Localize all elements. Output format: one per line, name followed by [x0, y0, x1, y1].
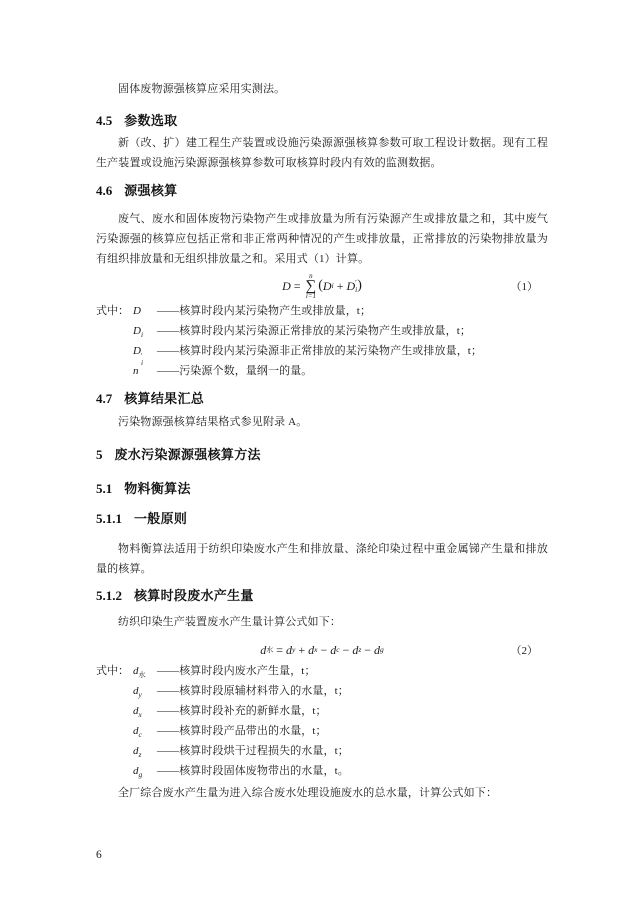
heading-number: 5.1.1	[96, 511, 122, 526]
variable-description: ——核算时段烘干过程损失的水量，t；	[157, 745, 349, 757]
variable	[129, 701, 157, 721]
term-5: d	[374, 642, 381, 657]
plus-sign: +	[336, 278, 344, 293]
heading-number: 4.7	[96, 391, 113, 406]
heading-title: 一般原则	[134, 511, 188, 526]
variable-subscript: g	[138, 770, 143, 779]
variable	[129, 741, 157, 761]
variable-base: d	[133, 745, 139, 757]
lhs-subscript: 水	[266, 645, 274, 654]
paragraph-solid-waste: 固体废物源强核算应采用实测法。	[118, 83, 286, 95]
term-1: D	[322, 278, 332, 293]
heading-5	[96, 444, 548, 466]
variable-subscript: 水	[138, 671, 146, 679]
heading-title: 核算时段废水产生量	[134, 588, 254, 603]
close-paren: )	[357, 278, 362, 293]
equation-number-2: （2）	[510, 645, 538, 657]
page-number: 6	[96, 849, 102, 861]
heading-5-1	[96, 479, 548, 499]
variable-description: ——核算时段内某污染源正常排放的某污染物产生或排放量，t；	[157, 325, 471, 337]
variable-subscript: x	[138, 710, 142, 719]
variable-subscript: i	[140, 358, 144, 367]
where-list-2	[96, 661, 548, 781]
variable-subscript: c	[138, 730, 142, 739]
variable-subscript: z	[138, 750, 142, 759]
variable-base: d	[133, 765, 139, 777]
where-label: 式中：	[96, 305, 129, 317]
definition-row	[96, 741, 548, 761]
where-label: 式中：	[96, 665, 129, 677]
content-area	[96, 0, 548, 803]
definition-row	[96, 701, 548, 721]
term-1: d	[285, 642, 292, 657]
heading-title: 物料衡算法	[124, 481, 191, 496]
minus-sign: −	[364, 642, 372, 657]
heading-4-7	[96, 389, 548, 409]
sum-upper-limit: n	[309, 271, 313, 280]
variable	[129, 661, 157, 681]
term-3: d	[330, 642, 337, 657]
definition-row	[96, 681, 548, 701]
heading-title: 废水污染源源强核算方法	[114, 447, 261, 462]
paragraph-appendix-ref: 污染物源强核算结果格式参见附录 A。	[118, 416, 308, 428]
paragraph-material-balance: 物料衡算法适用于纺织印染废水产生和排放量、涤纶印染过程中重金属锑产生量和排放量的核算。	[96, 543, 548, 575]
sigma-icon: ∑	[305, 277, 317, 294]
formula-2-body	[260, 643, 384, 658]
variable-description: ——核算时段固体废物带出的水量，t。	[157, 765, 349, 777]
variable-base: d	[133, 685, 139, 697]
variable-base: D	[133, 325, 141, 337]
equals-sign: =	[293, 278, 301, 293]
heading-number: 5.1	[96, 481, 113, 496]
variable-subscript: y	[138, 690, 142, 699]
variable: D	[133, 305, 141, 317]
variable-description: ——核算时段内某污染源非正常排放的某污染物产生或排放量，t；	[157, 345, 483, 357]
definition-row	[96, 661, 548, 681]
equation-number-1: （1）	[510, 281, 538, 293]
definition-row	[96, 341, 548, 367]
definition-row	[96, 761, 548, 781]
heading-4-5	[96, 111, 548, 131]
variable-base: d	[133, 725, 139, 737]
variable-description: ——核算时段产品带出的水量，t；	[157, 725, 327, 737]
summation-symbol	[306, 273, 317, 300]
formula-lhs: d	[260, 642, 267, 657]
term-2: d	[308, 642, 315, 657]
variable	[129, 681, 157, 701]
heading-5-1-2	[96, 586, 548, 606]
variable	[129, 321, 157, 341]
term-2: D	[346, 278, 356, 293]
definition-row	[96, 721, 548, 741]
variable-description: ——核算时段补充的新鲜水量，t；	[157, 705, 327, 717]
term-1-subscript: y	[291, 645, 296, 655]
term-2-subscript: i	[355, 284, 358, 294]
variable-description: ——核算时段内某污染物产生或排放量，t；	[157, 305, 372, 317]
term-4: d	[352, 642, 359, 657]
where-list-1	[96, 301, 548, 381]
definition-row	[96, 358, 548, 381]
heading-4-6	[96, 181, 548, 201]
paragraph-parameter-selection: 新（改、扩）建工程生产装置或设施污染源源强核算参数可取工程设计数据。现有工程生产装置或设施污染源源强核算参数可取核算时段内有效的监测数据。	[96, 137, 548, 169]
variable-subscript: i	[140, 330, 144, 339]
equals-sign: =	[276, 642, 283, 657]
heading-number: 4.6	[96, 183, 113, 198]
heading-5-1-1	[96, 509, 548, 529]
prime-mark: ′	[140, 351, 143, 360]
heading-number: 5.1.2	[96, 588, 122, 603]
variable-base: D	[133, 345, 141, 357]
term-1-subscript: i	[331, 281, 334, 291]
term-2-subscript: x	[314, 645, 318, 655]
open-paren: (	[318, 278, 323, 293]
variable-description: ——污染源个数，量纲一的量。	[157, 365, 313, 377]
minus-sign: −	[342, 642, 350, 657]
formula-lhs: D	[282, 278, 291, 293]
plus-sign: +	[298, 642, 306, 657]
heading-title: 参数选取	[124, 113, 178, 128]
term-5-subscript: g	[380, 645, 384, 655]
variable-base: d	[133, 705, 139, 717]
term-3-subscript: c	[336, 645, 340, 655]
definition-row	[96, 321, 548, 341]
variable	[129, 721, 157, 741]
heading-number: 4.5	[96, 113, 113, 128]
heading-title: 源强核算	[124, 183, 178, 198]
paragraph-total-wastewater: 全厂综合废水产生量为进入综合废水处理设施废水的总水量，计算公式如下：	[118, 787, 498, 799]
definition-row	[96, 301, 548, 321]
heading-title: 核算结果汇总	[124, 391, 205, 406]
minus-sign: −	[320, 642, 328, 657]
variable-description: ——核算时段内废水产生量，t；	[157, 665, 316, 677]
variable: n	[133, 365, 139, 377]
variable-description: ——核算时段原辅材料带入的水量，t；	[157, 685, 349, 697]
sum-lower-limit: i=1	[305, 291, 316, 300]
variable-base: d	[133, 665, 139, 677]
paragraph-formula2-intro: 纺织印染生产装置废水产生量计算公式如下：	[118, 616, 341, 628]
heading-number: 5	[96, 447, 103, 462]
formula-2	[96, 639, 548, 661]
prime-mark: ′	[355, 277, 357, 287]
formula-1	[96, 271, 548, 301]
formula-1-body	[282, 273, 362, 300]
paragraph-source-accounting: 废气、废水和固体废物污染物产生或排放量为所有污染源产生或排放量之和，其中废气污染源强的核算应包括正常和非正常两种情况的产生或排放量，正常排放的污染物排放量为有组织排放量和无组织排放量之和。采用式（1）计算。	[96, 213, 548, 265]
term-4-subscript: z	[358, 645, 362, 655]
variable	[129, 761, 157, 781]
